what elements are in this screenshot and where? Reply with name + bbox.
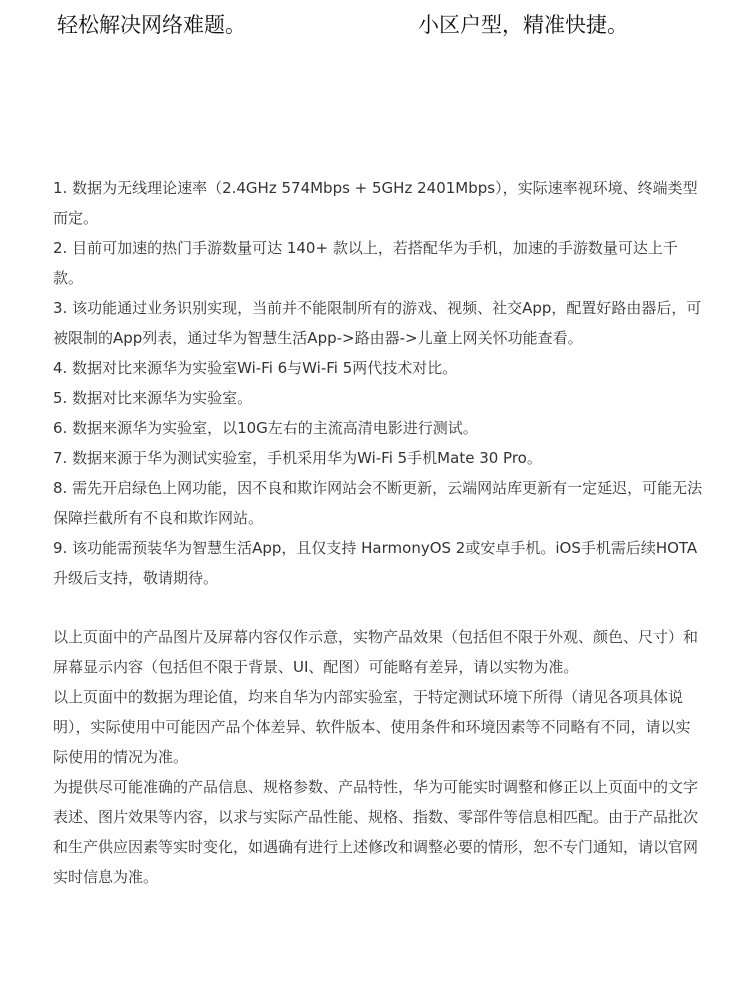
disclaimer-block — [53, 622, 703, 892]
footnote-9: 9. 该功能需预装华为智慧生活App，且仅支持 HarmonyOS 2或安卓手机。iOS手机需后续HOTA升级后支持，敬请期待。 — [53, 539, 698, 587]
footnotes-list — [53, 173, 703, 593]
disclaimer-updates: 为提供尽可能准确的产品信息、规格参数、产品特性，华为可能实时调整和修正以上页面中的文字表述、图片效果等内容，以求与实际产品性能、规格、指数、零部件等信息相匹配。由于产品批次和生产供应因素等实时变化，如遇确有进行上述修改和调整必要的情形，恕不专门通知，请以官网实时信息为准。 — [53, 778, 699, 886]
footnote-8: 8. 需先开启绿色上网功能，因不良和欺诈网站会不断更新，云端网站库更新有一定延迟，可能无法保障拦截所有不良和欺诈网站。 — [53, 479, 703, 527]
footnote-7: 7. 数据来源于华为测试实验室，手机采用华为Wi-Fi 5手机Mate 30 Pro。 — [53, 449, 542, 467]
footnote-3: 3. 该功能通过业务识别实现，当前并不能限制所有的游戏、视频、社交App，配置好路由器后，可被限制的App列表，通过华为智慧生活App->路由器->儿童上网关怀功能查看。 — [53, 299, 702, 347]
headline-left: 轻松解决网络难题。 — [57, 13, 246, 37]
footnote-1: 1. 数据为无线理论速率（2.4GHz 574Mbps + 5GHz 2401Mbps），实际速率视环境、终端类型而定。 — [53, 179, 698, 227]
disclaimer-images: 以上页面中的产品图片及屏幕内容仅作示意，实物产品效果（包括但不限于外观、颜色、尺寸）和屏幕显示内容（包括但不限于背景、UI、配图）可能略有差异，请以实物为准。 — [53, 628, 699, 676]
footnote-5: 5. 数据对比来源华为实验室。 — [53, 389, 253, 407]
footnote-2: 2. 目前可加速的热门手游数量可达 140+ 款以上，若搭配华为手机，加速的手游数量可达上千款。 — [53, 239, 678, 287]
footnote-4: 4. 数据对比来源华为实验室Wi-Fi 6与Wi-Fi 5两代技术对比。 — [53, 359, 458, 377]
footnote-6: 6. 数据来源华为实验室，以10G左右的主流高清电影进行测试。 — [53, 419, 478, 437]
headline-right: 小区户型，精准快捷。 — [418, 13, 628, 37]
disclaimer-data: 以上页面中的数据为理论值，均来自华为内部实验室，于特定测试环境下所得（请见各项具体说明），实际使用中可能因产品个体差异、软件版本、使用条件和环境因素等不同略有不同，请以实际使用的情况为准。 — [53, 688, 691, 766]
